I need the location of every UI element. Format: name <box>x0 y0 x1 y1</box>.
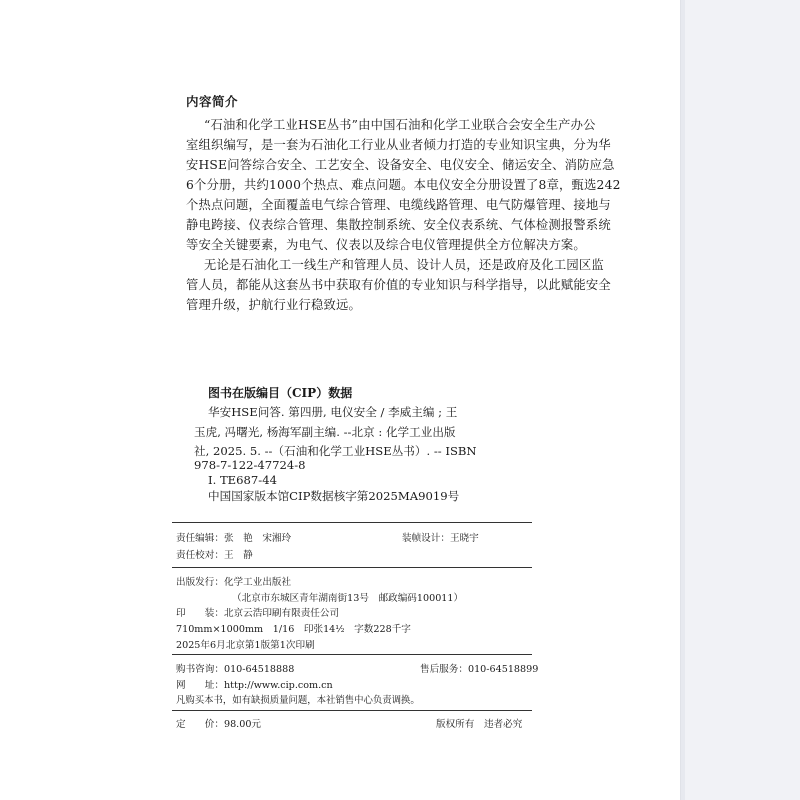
cover-designer: 装帧设计：王晓宇 <box>402 533 479 544</box>
responsible-editor: 责任编辑：张 艳 宋湘玲 <box>176 533 292 544</box>
cip-line: 华安HSE问答. 第四册, 电仪安全 / 李威主编 ; 王 <box>208 405 458 419</box>
printer: 印 装：北京云浩印刷有限责任公司 <box>176 608 340 619</box>
paragraph-line: 6个分册，共约1000个热点、难点问题。本电仪安全分册设置了8章，甄选242 <box>186 178 621 192</box>
paragraph-line: 等安全关键要素，为电气、仪表以及综合电仪管理提供全方位解决方案。 <box>186 238 586 252</box>
publisher: 出版发行：化学工业出版社 <box>176 577 292 588</box>
paragraph-line: 静电跨接、仪表综合管理、集散控制系统、安全仪表系统、气体检测报警系统 <box>186 218 611 232</box>
paragraph-line: 安HSE问答综合安全、工艺安全、设备安全、电仪安全、储运安全、消防应急 <box>186 158 615 172</box>
divider-contact <box>172 710 532 711</box>
publisher-address: （北京市东城区青年湖南街13号 邮政编码100011） <box>232 593 464 604</box>
defect-notice: 凡购买本书，如有缺损质量问题，本社销售中心负责调换。 <box>176 695 420 706</box>
intro-paragraph-1 <box>186 115 621 255</box>
after-sales-service: 售后服务：010-64518899 <box>420 664 539 675</box>
cip-line: 978-7-122-47724-8 <box>194 458 306 472</box>
paragraph-line: 管人员，都能从这套丛书中获取有价值的专业知识与科学指导，以此赋能安全 <box>186 278 611 292</box>
cip-data-number: 中国国家版本馆CIP数据核字第2025MA9019号 <box>208 489 460 503</box>
paragraph-line: 无论是石油化工一线生产和管理人员、设计人员，还是政府及化工园区监 <box>204 258 604 272</box>
divider-top <box>172 522 532 523</box>
paragraph-line: 管理升级，护航行业行稳致远。 <box>186 298 361 312</box>
page-margin-shadow <box>680 0 800 800</box>
copyright-notice: 版权所有 违者必究 <box>436 719 523 730</box>
cip-line: 玉虎, 冯曙光, 杨海军副主编. --北京 : 化学工业出版 <box>194 425 456 439</box>
divider-publishing <box>172 654 532 655</box>
price: 定 价：98.00元 <box>176 719 262 730</box>
paragraph-line: “石油和化学工业HSE丛书”由中国石油和化学工业联合会安全生产办公 <box>204 118 596 132</box>
cip-line: 社, 2025. 5. --（石油和化学工业HSE丛书）. -- ISBN <box>194 444 477 458</box>
divider-credits <box>172 567 532 568</box>
paragraph-line: 室组织编写，是一套为石油化工行业从业者倾力打造的专业知识宝典，分为华 <box>186 138 611 152</box>
book-format: 710mm×1000mm 1/16 印张14½ 字数228千字 <box>176 624 411 635</box>
intro-paragraph-2 <box>186 255 611 315</box>
cip-heading: 图书在版编目（CIP）数据 <box>208 386 353 400</box>
cip-class-number: Ⅰ. TE687-44 <box>208 473 277 487</box>
paragraph-line: 个热点问题，全面覆盖电气综合管理、电缆线路管理、电气防爆管理、接地与 <box>186 198 611 212</box>
purchase-consult: 购书咨询：010-64518888 <box>176 664 295 675</box>
edition-info: 2025年6月北京第1版第1次印刷 <box>176 640 315 651</box>
website: 网 址：http://www.cip.com.cn <box>176 680 333 691</box>
responsible-proofreader: 责任校对：王 静 <box>176 550 253 561</box>
intro-heading: 内容简介 <box>186 94 239 109</box>
